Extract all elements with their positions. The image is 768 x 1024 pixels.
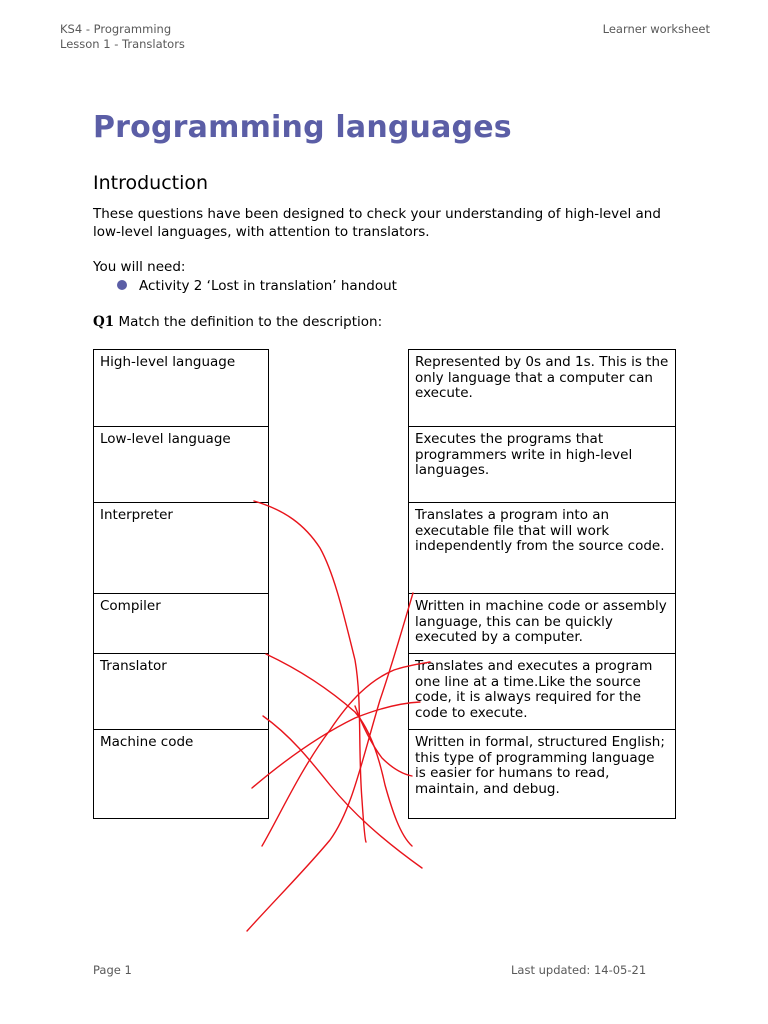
annotation-line [355, 706, 412, 776]
footer-page: Page 1 [93, 963, 132, 977]
terms-column [93, 349, 269, 819]
introduction-heading: Introduction [93, 172, 209, 194]
term-cell[interactable]: Low-level language [94, 426, 268, 502]
header-doc-type: Learner worksheet [602, 22, 710, 36]
annotation-line [254, 501, 366, 842]
description-cell[interactable]: Written in machine code or assembly language, this can be quickly executed by a computer. [409, 593, 675, 653]
description-cell[interactable]: Written in formal, structured English; this type of programming language is easier for humans to read, maintain, and debug. [409, 729, 675, 820]
annotation-line [252, 702, 420, 788]
annotation-line [262, 662, 430, 846]
need-item-text: Activity 2 ‘Lost in translation’ handout [139, 278, 397, 294]
term-cell[interactable]: Compiler [94, 593, 268, 653]
annotation-line [247, 593, 413, 931]
term-cell[interactable]: Machine code [94, 729, 268, 820]
term-cell[interactable]: Translator [94, 653, 268, 729]
term-cell[interactable]: Interpreter [94, 502, 268, 593]
term-cell[interactable]: High-level language [100, 354, 236, 370]
description-cell[interactable]: Translates and executes a program one line at a time.Like the source code, it is always required for the code to execute. [409, 653, 675, 729]
footer-updated: Last updated: 14-05-21 [511, 963, 647, 977]
annotation-line [263, 716, 422, 868]
page-title: Programming languages [93, 110, 512, 145]
introduction-text: These questions have been designed to check your understanding of high-level and low-level languages, with attention to translators. [93, 206, 661, 240]
question-1 [93, 313, 382, 331]
description-cell[interactable]: Executes the programs that programmers write in high-level languages. [409, 426, 675, 502]
header-course: KS4 - Programming [60, 22, 172, 36]
description-cell[interactable]: Represented by 0s and 1s. This is the only language that a computer can execute. [415, 354, 669, 401]
header-left [60, 22, 185, 52]
descriptions-column [408, 349, 676, 819]
need-item [117, 277, 397, 295]
need-label: You will need: [93, 259, 186, 275]
bullet-icon [117, 280, 127, 290]
annotation-line [266, 654, 412, 846]
question-number: Q1 [93, 314, 115, 330]
header-lesson: Lesson 1 - Translators [60, 37, 185, 51]
question-prompt: Match the definition to the description: [118, 314, 383, 330]
description-cell[interactable]: Translates a program into an executable file that will work independently from the source code. [409, 502, 675, 593]
